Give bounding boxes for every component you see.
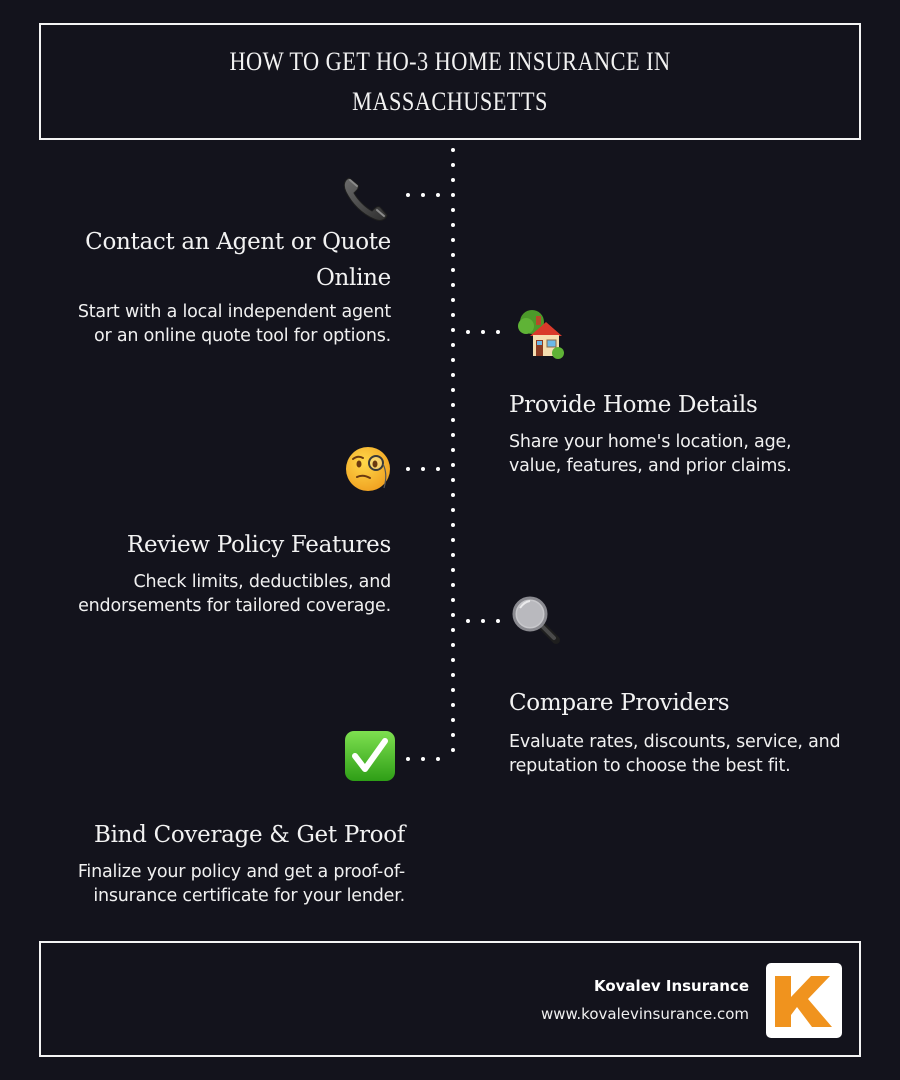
- step-3-title: [31, 527, 391, 563]
- title-line-1: HOW TO GET HO-3 HOME INSURANCE IN: [229, 46, 671, 76]
- timeline-dot: [406, 467, 410, 471]
- timeline-dot: [451, 148, 455, 152]
- footer-banner: [39, 941, 861, 1057]
- step-3-desc-line-2: endorsements for tailored coverage.: [78, 596, 391, 616]
- step-1-title-line-1: Contact an Agent or Quote: [85, 229, 391, 255]
- step-4-desc-line-1: Evaluate rates, discounts, service, and: [509, 732, 841, 752]
- step-1-desc-line-1: Start with a local independent agent: [77, 302, 391, 322]
- step-5-desc-line-2: insurance certificate for your lender.: [93, 886, 405, 906]
- timeline-dot: [451, 658, 455, 662]
- timeline-dot: [436, 757, 440, 761]
- step-1-description: [11, 300, 391, 348]
- face-with-monocle-icon: [344, 444, 396, 496]
- step-2-description: [509, 430, 879, 478]
- timeline-dot: [436, 193, 440, 197]
- timeline-dot: [451, 448, 455, 452]
- timeline-dot: [451, 388, 455, 392]
- check-mark-icon: [344, 730, 396, 782]
- step-4-title-line-1: Compare Providers: [509, 690, 730, 716]
- step-1-title: [31, 224, 391, 296]
- timeline-dot: [451, 418, 455, 422]
- step-1-title-line-2: Online: [315, 265, 391, 291]
- magnifying-glass-icon: [510, 594, 562, 646]
- step-3-desc-line-1: Check limits, deductibles, and: [133, 572, 391, 592]
- timeline-dot: [451, 403, 455, 407]
- timeline-dot: [451, 673, 455, 677]
- timeline-dot: [421, 467, 425, 471]
- timeline-dot: [451, 613, 455, 617]
- timeline-dot: [451, 703, 455, 707]
- timeline-dot: [451, 523, 455, 527]
- step-2-title: [509, 387, 869, 423]
- step-5-description: [25, 860, 405, 908]
- timeline-dot: [451, 298, 455, 302]
- step-5-title-line-1: Bind Coverage & Get Proof: [93, 822, 405, 848]
- step-4-description: [509, 730, 879, 778]
- timeline-dot: [451, 163, 455, 167]
- step-2-desc-line-2: value, features, and prior claims.: [509, 456, 792, 476]
- timeline-dot: [451, 538, 455, 542]
- timeline-dot: [481, 619, 485, 623]
- timeline-dot: [451, 238, 455, 242]
- timeline-dot: [451, 598, 455, 602]
- timeline-dot: [451, 733, 455, 737]
- title-line-2: MASSACHUSETTS: [352, 86, 548, 116]
- timeline-dot: [451, 583, 455, 587]
- house-with-garden-icon: [514, 308, 566, 360]
- timeline-dot: [421, 193, 425, 197]
- brand-website-link[interactable]: www.kovalevinsurance.com: [540, 1005, 749, 1023]
- timeline-dot: [451, 688, 455, 692]
- telephone-icon: [340, 172, 392, 224]
- timeline-dot: [451, 208, 455, 212]
- page-title: [209, 42, 691, 122]
- step-5-title: [25, 817, 405, 853]
- timeline-dot: [436, 467, 440, 471]
- title-banner: [39, 23, 861, 140]
- timeline-dot: [451, 493, 455, 497]
- timeline-dot: [451, 718, 455, 722]
- timeline-dot: [451, 553, 455, 557]
- timeline-dot: [496, 619, 500, 623]
- timeline-dot: [451, 358, 455, 362]
- timeline-dot: [406, 757, 410, 761]
- timeline-dot: [496, 330, 500, 334]
- timeline-dot: [451, 568, 455, 572]
- timeline-dot: [451, 313, 455, 317]
- timeline-dot: [451, 283, 455, 287]
- step-5-desc-line-1: Finalize your policy and get a proof-of-: [77, 862, 405, 882]
- timeline-dot: [451, 343, 455, 347]
- timeline-dot: [451, 478, 455, 482]
- timeline-dot: [421, 757, 425, 761]
- timeline-dot: [481, 330, 485, 334]
- step-3-description: [11, 570, 391, 618]
- timeline-dot: [451, 253, 455, 257]
- timeline-dot: [451, 748, 455, 752]
- timeline-dot: [451, 328, 455, 332]
- timeline-dot: [451, 223, 455, 227]
- timeline-dot: [466, 619, 470, 623]
- timeline-dot: [451, 628, 455, 632]
- timeline-dot: [451, 463, 455, 467]
- kovalev-logo-icon: [766, 963, 842, 1038]
- timeline-dot: [451, 508, 455, 512]
- timeline-dot: [451, 643, 455, 647]
- timeline-dot: [451, 433, 455, 437]
- timeline-dot: [451, 373, 455, 377]
- step-2-desc-line-1: Share your home's location, age,: [509, 432, 792, 452]
- timeline-dot: [451, 193, 455, 197]
- timeline-dot: [406, 193, 410, 197]
- step-2-title-line-1: Provide Home Details: [509, 392, 758, 418]
- step-4-desc-line-2: reputation to choose the best fit.: [509, 756, 791, 776]
- timeline-dot: [466, 330, 470, 334]
- brand-name: Kovalev Insurance: [593, 977, 749, 995]
- timeline-dot: [451, 268, 455, 272]
- step-3-title-line-1: Review Policy Features: [126, 532, 391, 558]
- step-4-title: [509, 685, 869, 721]
- step-1-desc-line-2: or an online quote tool for options.: [93, 326, 391, 346]
- timeline-dot: [451, 178, 455, 182]
